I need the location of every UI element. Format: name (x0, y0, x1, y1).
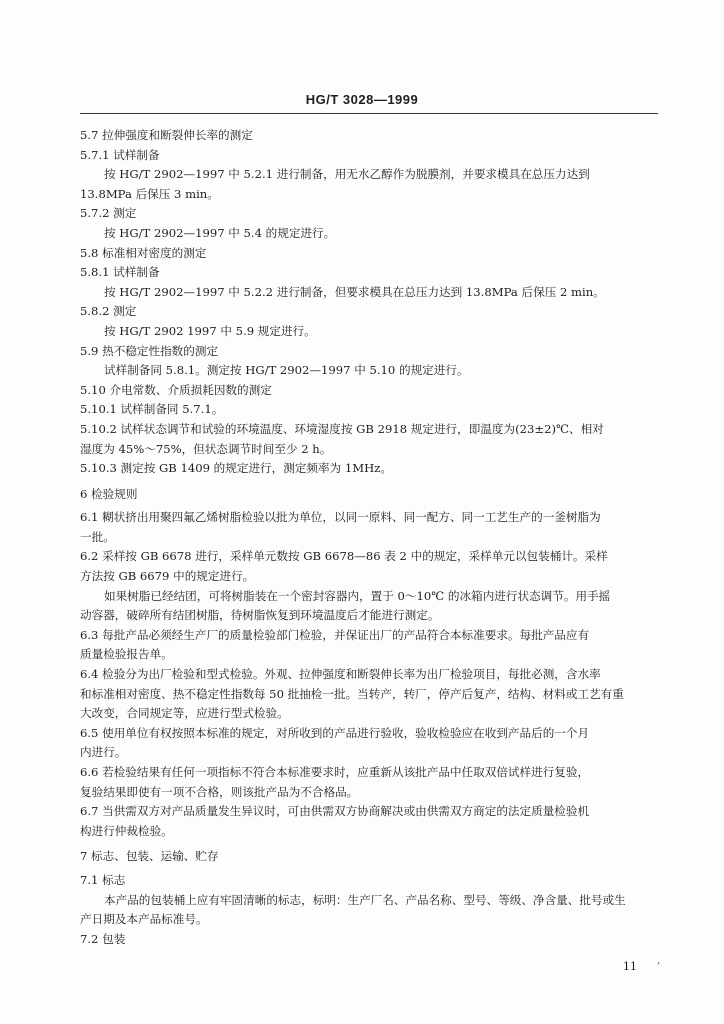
paragraph-line: 质量检验报告单。 (80, 647, 173, 662)
section-heading: 5.9 热不稳定性指数的测定 (80, 343, 219, 358)
paragraph-line: 5.10.3 测定按 GB 1409 的规定进行，测定频率为 1MHz。 (80, 461, 392, 476)
chapter-heading: 7 标志、包装、运输、贮存 (80, 849, 219, 864)
paragraph-line: 6.2 采样按 GB 6678 进行，采样单元数按 GB 6678—86 表 2 中的规定，采样单元以包装桶计。采样 (80, 549, 608, 564)
paragraph-line: 6.3 每批产品必须经生产厂的质量检验部门检验，并保证出厂的产品符合本标准要求。每批产品应有 (80, 627, 590, 642)
paragraph-line: 按 HG/T 2902—1997 中 5.2.2 进行制备，但要求模具在总压力达到 13.8MPa 后保压 2 min。 (104, 284, 605, 299)
paragraph-line: 按 HG/T 2902—1997 中 5.4 的规定进行。 (104, 225, 336, 240)
paragraph-line: 构进行仲裁检验。 (80, 823, 173, 838)
subsection-heading: 5.8.1 试样制备 (80, 265, 160, 280)
paragraph-line: 方法按 GB 6679 中的规定进行。 (80, 569, 255, 584)
page-header: HG/T 3028—1999 (305, 92, 419, 107)
paragraph-line: 一批。 (80, 529, 115, 544)
paragraph-line: 和标准相对密度、热不稳定性指数每 50 批抽检一批。当转产，转厂，停产后复产，结构、材料或工艺有重 (80, 686, 624, 701)
subsection-heading: 5.7.2 测定 (80, 206, 137, 221)
document-body (80, 126, 650, 949)
paragraph-line: 按 HG/T 2902 1997 中 5.9 规定进行。 (104, 323, 316, 338)
paragraph-line: 按 HG/T 2902—1997 中 5.2.1 进行制备，用无水乙醇作为脱膜剂，并要求模具在总压力达到 (104, 167, 590, 182)
paragraph-line: 6.1 糊状挤出用聚四氟乙烯树脂检验以批为单位，以同一原料、同一配方、同一工艺生产的一釜树脂为 (80, 510, 601, 525)
subsection-heading: 5.8.2 测定 (80, 304, 137, 319)
subsection-heading: 5.7.1 试样制备 (80, 147, 160, 162)
page-number: 11 (623, 960, 637, 973)
paragraph-line: 产日期及本产品标准号。 (80, 912, 208, 927)
header-rule (80, 113, 658, 114)
paragraph-line: 动容器，破碎所有结团树脂，待树脂恢复到环境温度后才能进行测定。 (80, 608, 440, 623)
subsection-heading: 5.10.1 试样制备同 5.7.1。 (80, 402, 224, 417)
paragraph-line: 试样制备同 5.8.1。测定按 HG/T 2902—1997 中 5.10 的规定进行。 (104, 363, 469, 378)
paragraph-line: 大改变，合同规定等，应进行型式检验。 (80, 706, 289, 721)
section-heading: 5.10 介电常数、介质损耗因数的测定 (80, 382, 272, 397)
paragraph-line: 6.6 若检验结果有任何一项指标不符合本标准要求时，应重新从该批产品中任取双倍试样进行复验， (80, 765, 590, 779)
paragraph-line: 6.5 使用单位有权按照本标准的规定，对所收到的产品进行验收，验收检验应在收到产品后的一个月 (80, 725, 590, 740)
paragraph-line: 湿度为 45%～75%，但状态调节时间至少 2 h。 (80, 441, 332, 456)
paragraph-line: 5.10.2 试样状态调节和试验的环境温度、环境湿度按 GB 2918 规定进行，即温度为(23±2)℃、相对 (80, 421, 604, 436)
subsection-heading: 7.2 包装 (80, 931, 126, 946)
subsection-heading: 7.1 标志 (80, 872, 126, 887)
paragraph-line: 如果树脂已经结团，可将树脂装在一个密封容器内，置于 0～10℃ 的冰箱内进行状态调节。用手摇 (104, 588, 611, 603)
section-heading: 5.8 标准相对密度的测定 (80, 245, 207, 260)
paragraph-line: 本产品的包装桶上应有牢固清晰的标志，标明：生产厂名、产品名称、型号、等级、净含量、批号或生 (104, 892, 626, 907)
paragraph-line: 6.4 检验分为出厂检验和型式检验。外观、拉伸强度和断裂伸长率为出厂检验项目，每批必测，含水率 (80, 667, 601, 682)
section-heading: 5.7 拉伸强度和断裂伸长率的测定 (80, 128, 253, 142)
paragraph-line: 内进行。 (80, 745, 127, 760)
paragraph-line: 复验结果即使有一项不合格，则该批产品为不合格品。 (80, 784, 359, 799)
scan-mark: , (657, 955, 661, 966)
paragraph-line: 6.7 当供需双方对产品质量发生异议时，可由供需双方协商解决或由供需双方商定的法定质量检验机 (80, 804, 590, 819)
chapter-heading: 6 检验规则 (80, 486, 138, 501)
paragraph-line: 13.8MPa 后保压 3 min。 (80, 186, 219, 201)
